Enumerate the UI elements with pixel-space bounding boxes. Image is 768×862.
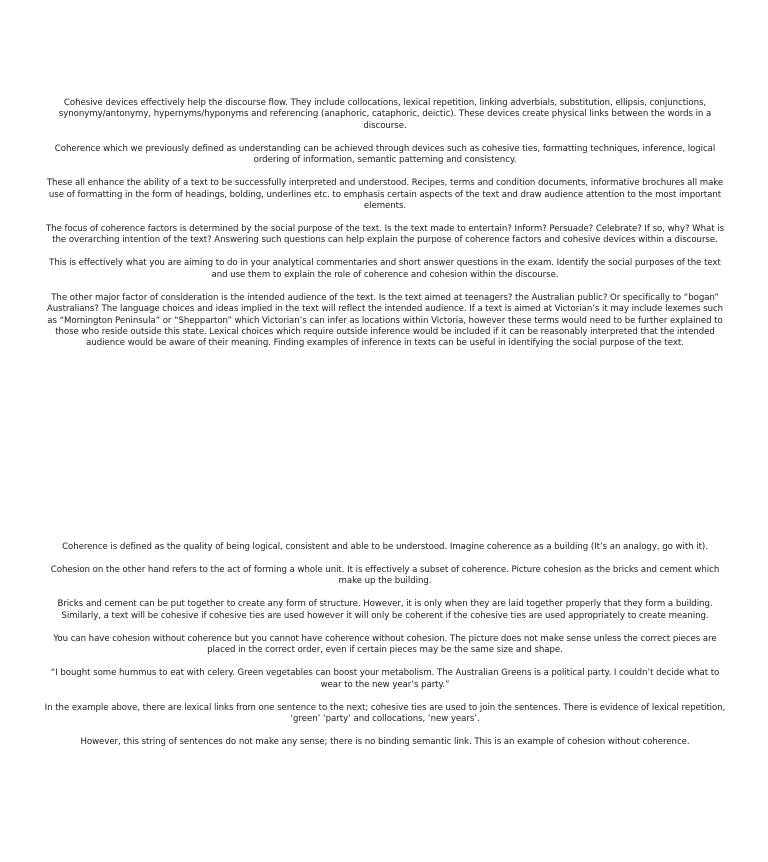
paragraph-conclusion: However, this string of sentences do not make any sense; there is no binding semantic link. This is an example of cohesion without coherence. — [80, 737, 690, 748]
paragraph-coherence-building: Coherence is defined as the quality of being logical, consistent and able to be understood. Imagine coherence as a building (It’s an analogy, go with it). — [62, 542, 708, 552]
paragraph-cohesion-without-coherence: You can have cohesion without coherence but you cannot have coherence without cohesion. The picture does not make sense unless the correct pieces are placed in the correct order, even if certain pieces may be the same size and shape. — [53, 633, 717, 656]
paragraph-bricks-structure: Bricks and cement can be put together to create any form of structure. However, it is only when they are laid together properly that they form a building. Similarly, a text will be cohesive if cohesive ties are used however it will only be coherent if the cohesive ties are used appropriately to create meaning. — [57, 599, 713, 621]
paragraph-example-analysis: In the example above, there are lexical links from one sentence to the next; cohesive ties are used to join the sentences. There is evidence of lexical repetition, ‘green’ ‘party’ and collocations, ‘new years’. — [44, 702, 726, 725]
paragraph-example-quote: “I bought some hummus to eat with celery. Green vegetables can boost your metabolism. The Australian Greens is a political party. I couldn’t decide what to wear to the new year’s party.” — [50, 668, 720, 690]
coherence-cohesion-section — [42, 542, 728, 748]
paragraph-formatting: These all enhance the ability of a text to be successfully interpreted and understood. Recipes, terms and condition documents, informative brochures all make use of formatting in the form of headings, bolding, underlines etc. to emphasis certain aspects of the text and draw audience attention to the most important elements. — [46, 178, 724, 212]
paragraph-intended-audience: The other major factor of consideration is the intended audience of the text. Is the text aimed at teenagers? the Australian public? Or specifically to “bogan” Australians? The language choices and ideas implied in the text will reflect the intended audience. If a text is aimed at Victorian’s it may include lexemes such as “Mornington Peninsula” or “Shepparton” which Victorian’s can infer as locations within Victoria, however these terms would need to be further explained to those who reside outside this state. Lexical choices which require outside inference would be included if it can be reasonably interpreted that the intended audience would be aware of their meaning. Finding examples of inference in texts can be useful in identifying the social purpose of the text. — [46, 292, 724, 349]
paragraph-exam-advice: This is effectively what you are aiming to do in your analytical commentaries and short answer questions in the exam. Identify the social purposes of the text and use them to explain the role of coherence and cohesion within the discourse. — [49, 258, 721, 280]
paragraph-coherence-definition: Coherence which we previously defined as understanding can be achieved through devices such as cohesive ties, formatting techniques, inference, logical ordering of information, semantic patterning and consistency. — [54, 143, 716, 166]
paragraph-cohesion-bricks: Cohesion on the other hand refers to the act of forming a whole unit. It is effectively a subset of coherence. Picture cohesion as the bricks and cement which make up the building. — [50, 565, 720, 587]
paragraph-social-purpose: The focus of coherence factors is determined by the social purpose of the text. Is the text made to entertain? Inform? Persuade? Celebrate? If so, why? What is the overarching intention of the text? Answering such questions can help explain the purpose of coherence factors and cohesive devices within a discourse. — [45, 224, 725, 246]
cohesive-devices-section — [42, 98, 728, 350]
paragraph-cohesive-devices: Cohesive devices effectively help the discourse flow. They include collocations, lexical repetition, linking adverbials, substitution, ellipsis, conjunctions, synonymy/antonymy, hypernyms/hyponyms and referencing (anaphoric, cataphoric, deictic). These devices create physical links between the words in a discourse. — [58, 98, 712, 131]
